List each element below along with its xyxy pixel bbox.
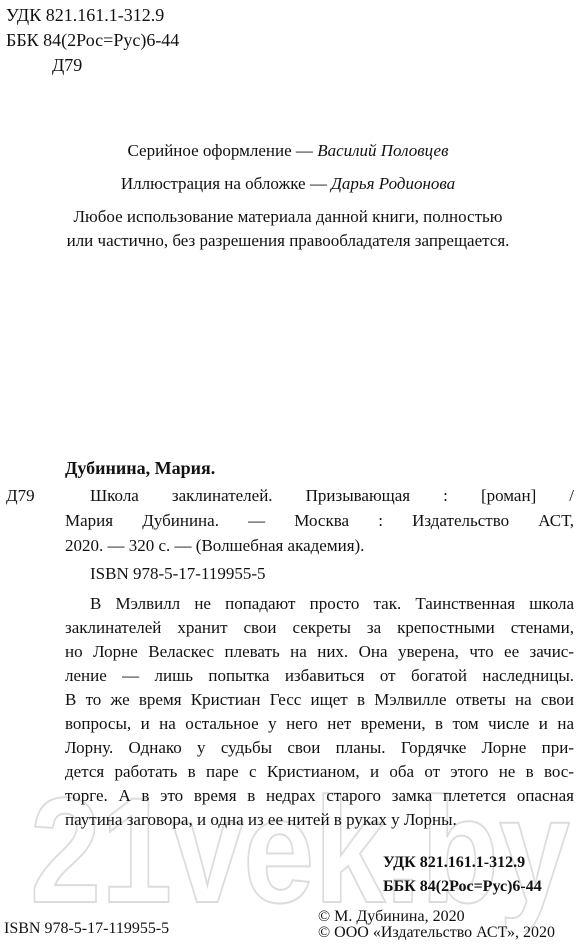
cover-art-credit bbox=[0, 172, 576, 196]
series-design-credit bbox=[0, 139, 576, 163]
annotation-line: торге. А в это время в недрах старого замка плетется опасная bbox=[65, 786, 574, 805]
bbk-code-top: ББК 84(2Рос=Рус)6-44 bbox=[6, 30, 180, 50]
copyright-author: © М. Дубинина, 2020 bbox=[318, 908, 465, 925]
cover-art-label: Иллюстрация на обложке — bbox=[120, 174, 332, 193]
udk-code-top: УДК 821.161.1-312.9 bbox=[6, 5, 165, 25]
copyright-publisher: © ООО «Издательство АСТ», 2020 bbox=[318, 924, 555, 941]
catalog-desc-line2: Мария Дубинина. — Москва : Издательство АСТ, bbox=[65, 511, 574, 530]
catalog-isbn: ISBN 978-5-17-119955-5 bbox=[90, 564, 266, 583]
watermark-text: 21vek.by bbox=[30, 766, 570, 932]
isbn-bottom: ISBN 978-5-17-119955-5 bbox=[4, 920, 170, 937]
copyright-notice-line1: Любое использование материала данной книги, полностью bbox=[73, 207, 503, 226]
bbk-code-bottom: ББК 84(2Рос=Рус)6-44 bbox=[383, 878, 542, 895]
annotation-line: заклинателей хранит свои секреты за крепостными стенами, bbox=[65, 618, 574, 637]
annotation-line: ление — лишь попытка избавиться от богатой наследницы. bbox=[65, 666, 574, 685]
udk-code-bottom: УДК 821.161.1-312.9 bbox=[383, 854, 526, 871]
annotation-line: но Лорне Веласкес плевать на них. Она уверена, что ее зачис- bbox=[65, 642, 574, 661]
author-mark-top: Д79 bbox=[52, 55, 83, 75]
annotation-line: дется работать в паре с Кристианом, и оба от этого не в вос- bbox=[65, 762, 574, 781]
catalog-author-mark: Д79 bbox=[6, 486, 35, 505]
annotation-line: вопросы, и на остальное у него нет времени, в том числе и на bbox=[65, 714, 574, 733]
series-design-name: Василий Половцев bbox=[317, 141, 449, 160]
annotation-line: В то же время Кристиан Гесс ищет в Мэлвилле ответы на свои bbox=[65, 690, 574, 709]
series-design-label: Серийное оформление — bbox=[127, 141, 318, 160]
annotation-line: В Мэлвилл не попадают просто так. Таинственная школа bbox=[90, 594, 574, 613]
annotation-line: паутина заговора, и одна из ее нитей в руках у Лорны. bbox=[65, 810, 457, 829]
catalog-desc-line3: 2020. — 320 с. — (Волшебная академия). bbox=[65, 536, 365, 555]
annotation-line: Лорну. Однако у судьбы свои планы. Гордячке Лорне при- bbox=[65, 738, 574, 757]
copyright-notice-line2: или частично, без разрешения правообладателя запрещается. bbox=[66, 231, 510, 250]
catalog-heading: Дубинина, Мария. bbox=[65, 458, 216, 478]
catalog-desc-line1: Школа заклинателей. Призывающая : [роман] / bbox=[90, 486, 574, 505]
cover-art-name: Дарья Родионова bbox=[331, 174, 456, 193]
